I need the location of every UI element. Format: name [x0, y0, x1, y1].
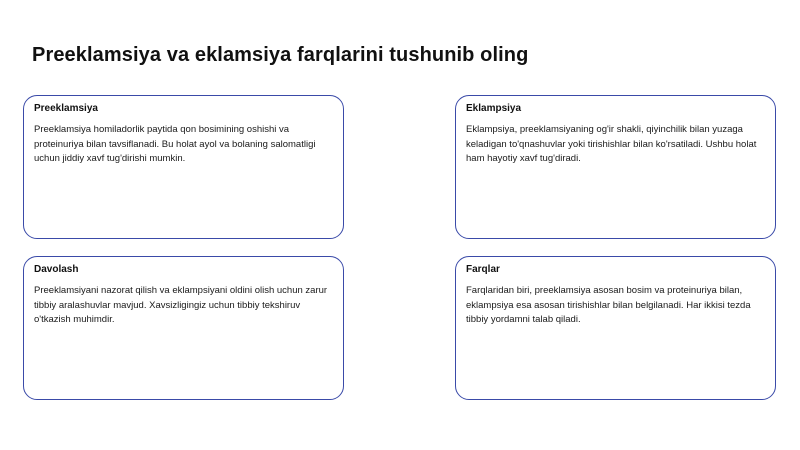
card-text: Preeklamsiyani nazorat qilish va eklampsiyani oldini olish uchun zarur tibbiy aralashuvlar mavjud. Xavsizligingiz uchun tibbiy tekshiruv o'tkazish muhimdir.	[34, 285, 328, 325]
slide-title: Preeklamsiya va eklamsiya farqlarini tushunib oling	[32, 44, 529, 66]
card-eklampsiya	[455, 95, 776, 239]
card-text: Preeklamsiya homiladorlik paytida qon bosimining oshishi va proteinuriya bilan tavsiflanadi. Bu holat ayol va bolaning salomatligi uchun jiddiy xavf tug'dirishi mumkin.	[34, 124, 316, 164]
card-heading: Farqlar	[466, 264, 500, 275]
card-heading: Davolash	[34, 264, 79, 275]
card-preeklamsiya	[23, 95, 344, 239]
card-davolash	[23, 256, 344, 400]
card-text: Farqlaridan biri, preeklamsiya asosan bosim va proteinuriya bilan, eklampsiya esa asosan tirishishlar bilan belgilanadi. Har ikkisi tezda tibbiy yordamni talab qiladi.	[466, 285, 751, 325]
card-heading: Eklampsiya	[466, 103, 522, 114]
card-farqlar	[455, 256, 776, 400]
card-heading: Preeklamsiya	[34, 103, 98, 114]
card-text: Eklampsiya, preeklamsiyaning og'ir shakli, qiyinchilik bilan yuzaga keladigan to'qnashuvlar yoki tirishishlar bilan ko'rsatiladi. Ushbu holat ham hayotiy xavf tug'diradi.	[466, 124, 757, 164]
